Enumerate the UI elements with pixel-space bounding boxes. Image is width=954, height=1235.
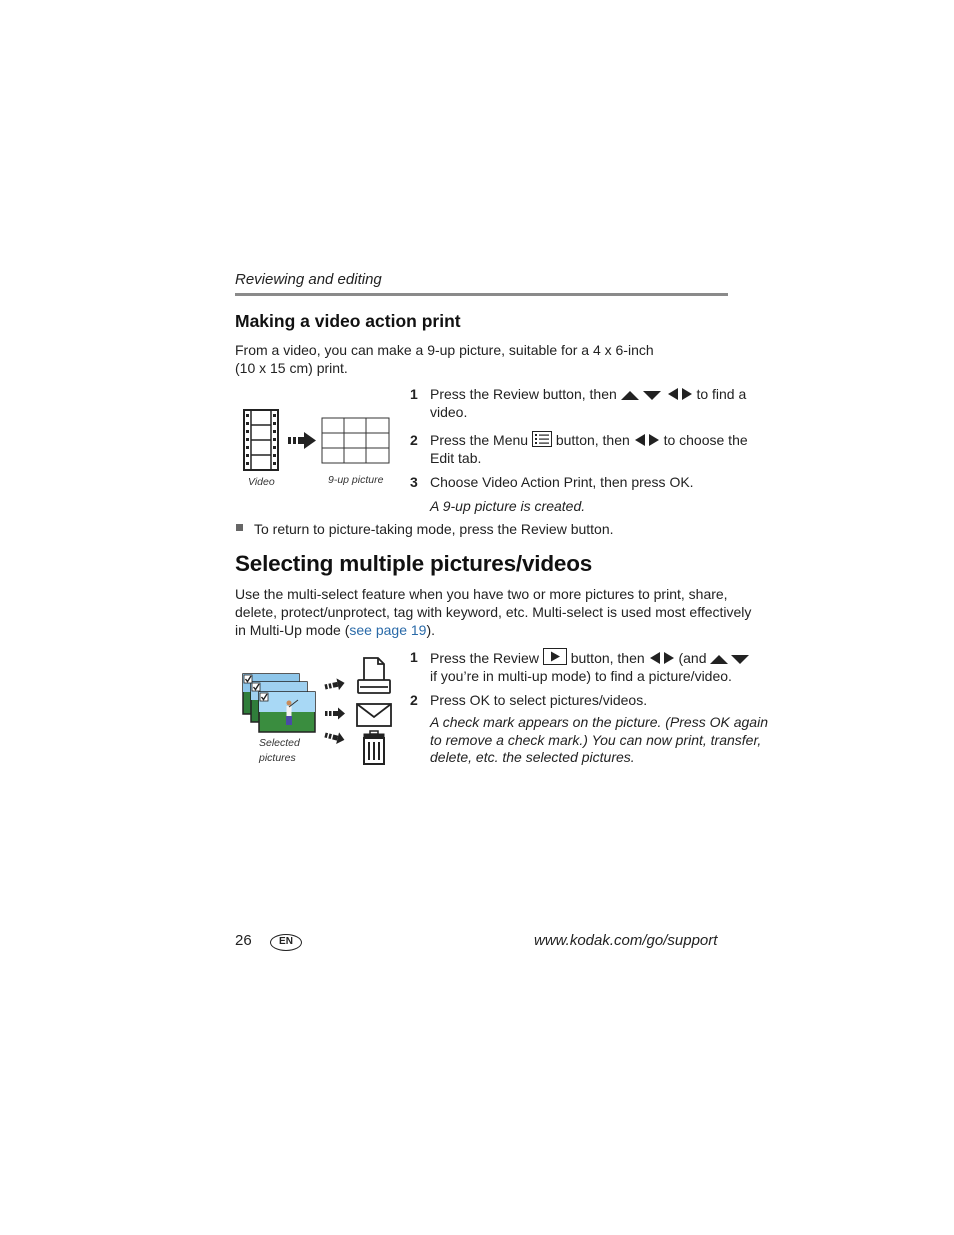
- step-text: Press the Review button, then: [430, 386, 617, 402]
- return-bullet-text: To return to picture-taking mode, press the Review button.: [254, 521, 614, 537]
- multi-select-intro: [235, 585, 751, 639]
- step-text: button, then: [570, 650, 645, 666]
- multi-select-result: [430, 714, 768, 767]
- video-caption: Video: [248, 476, 275, 488]
- step-text: Press the Menu: [430, 432, 529, 448]
- language-badge: EN: [270, 934, 302, 951]
- arrow-right-icon: [288, 432, 316, 449]
- step-text: Choose Video Action Print, then press OK.: [430, 474, 694, 490]
- step-number: 1: [410, 649, 418, 665]
- intro-line: From a video, you can make a 9-up picture, suitable for a 4 x 6-inch: [235, 342, 654, 358]
- step-text: Press OK to select pictures/videos.: [430, 692, 648, 708]
- step-text: button, then: [555, 432, 630, 448]
- page-number: 26: [235, 932, 252, 949]
- email-icon: [357, 704, 391, 726]
- result-line: A check mark appears on the picture. (Press OK again: [430, 714, 768, 730]
- step-text: if you’re in multi-up mode) to find a picture/video.: [430, 668, 732, 684]
- support-url[interactable]: www.kodak.com/go/support: [534, 932, 718, 949]
- left-right-arrows-icon: [649, 651, 675, 665]
- nineup-grid-icon: [322, 418, 389, 463]
- section-heading-video-print: Making a video action print: [235, 311, 461, 331]
- intro-line: Use the multi-select feature when you have two or more pictures to print, share,: [235, 586, 728, 602]
- see-page-19-link[interactable]: see page 19: [349, 622, 427, 638]
- intro-line: delete, protect/unprotect, tag with keyword, etc. Multi-select is used most effectively: [235, 604, 752, 620]
- selected-pictures-caption: [259, 736, 300, 766]
- arrow-down-right-icon: [324, 729, 346, 745]
- up-down-arrows-icon: [621, 389, 663, 401]
- step-number: 1: [410, 386, 418, 402]
- caption-line: pictures: [259, 752, 296, 764]
- step-text: Press the Review: [430, 650, 539, 666]
- menu-button-icon: [532, 431, 552, 447]
- video-print-intro: [235, 341, 654, 377]
- step-text: to find a: [696, 386, 747, 402]
- step-text: to choose the: [663, 432, 748, 448]
- header-rule: [235, 293, 728, 296]
- result-line: delete, etc. the selected pictures.: [430, 749, 635, 765]
- selected-pictures-stack: [243, 674, 315, 732]
- up-down-arrows-icon: [710, 653, 750, 665]
- left-right-arrows-icon: [667, 387, 693, 401]
- intro-line: in Multi-Up mode (: [235, 622, 350, 638]
- step-number: 2: [410, 692, 418, 708]
- review-play-button-icon: [543, 648, 567, 665]
- section-heading-multi-select: Selecting multiple pictures/videos: [235, 551, 593, 576]
- step-text: (and: [678, 650, 707, 666]
- step-number: 2: [410, 432, 418, 448]
- left-right-arrows-icon: [634, 433, 660, 447]
- running-head: Reviewing and editing: [235, 271, 382, 288]
- filmstrip-icon: [244, 410, 278, 470]
- intro-line: (10 x 15 cm) print.: [235, 360, 348, 376]
- intro-line: ).: [426, 622, 436, 638]
- step-text: video.: [430, 404, 468, 420]
- nineup-caption: 9-up picture: [328, 474, 384, 486]
- trash-icon: [364, 731, 384, 764]
- arrow-right-icon: [325, 708, 345, 720]
- step-text: Edit tab.: [430, 450, 482, 466]
- result-line: to remove a check mark.) You can now print, transfer,: [430, 731, 762, 748]
- bullet-marker: [236, 524, 243, 531]
- video-print-result: A 9-up picture is created.: [430, 498, 586, 514]
- arrow-up-right-icon: [324, 677, 346, 693]
- caption-line: Selected: [259, 737, 300, 749]
- step-number: 3: [410, 474, 418, 490]
- printer-icon: [358, 658, 390, 693]
